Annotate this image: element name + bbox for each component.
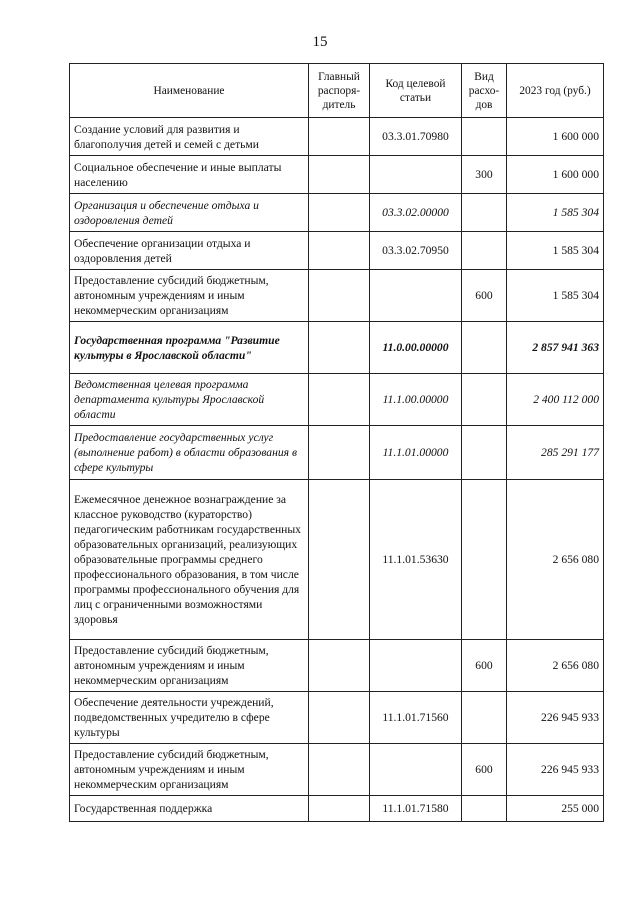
row-admin-cell: [309, 374, 370, 426]
table-row: [70, 426, 604, 480]
table-row: [70, 232, 604, 270]
row-admin-cell: [309, 322, 370, 374]
table-row: [70, 796, 604, 822]
row-name-cell: Предоставление государственных услуг (выполнение работ) в области образования в сфере культуры: [70, 426, 309, 480]
row-amount-cell: 255 000: [507, 796, 604, 822]
header-expense-type: Вид расхо-дов: [462, 64, 507, 118]
row-expense-type-cell: [462, 194, 507, 232]
row-admin-cell: [309, 692, 370, 744]
page-number: 15: [312, 34, 328, 50]
row-expense-type-cell: 600: [462, 744, 507, 796]
row-amount-cell: 2 656 080: [507, 640, 604, 692]
row-admin-cell: [309, 156, 370, 194]
row-admin-cell: [309, 270, 370, 322]
row-code-cell: [370, 744, 462, 796]
row-code-cell: 11.1.01.00000: [370, 426, 462, 480]
table-row: [70, 118, 604, 156]
row-amount-cell: 2 400 112 000: [507, 374, 604, 426]
row-amount-cell: 1 600 000: [507, 156, 604, 194]
row-name-cell: Предоставление субсидий бюджетным, автономным учреждениям и иным некоммерческим организациям: [70, 640, 309, 692]
row-expense-type-cell: [462, 232, 507, 270]
row-admin-cell: [309, 118, 370, 156]
row-name-cell: Государственная поддержка: [70, 796, 309, 822]
row-expense-type-cell: [462, 118, 507, 156]
row-amount-cell: 2 656 080: [507, 480, 604, 640]
row-name-cell: Обеспечение деятельности учреждений, подведомственных учредителю в сфере культуры: [70, 692, 309, 744]
row-name-cell: Создание условий для развития и благополучия детей и семей с детьми: [70, 118, 309, 156]
table-body: [70, 118, 604, 822]
row-name-cell: Обеспечение организации отдыха и оздоровления детей: [70, 232, 309, 270]
row-expense-type-cell: 300: [462, 156, 507, 194]
row-admin-cell: [309, 744, 370, 796]
row-name-cell: Ведомственная целевая программа департамента культуры Ярославской области: [70, 374, 309, 426]
row-name-cell: Государственная программа "Развитие культуры в Ярославской области": [70, 322, 309, 374]
row-expense-type-cell: 600: [462, 270, 507, 322]
row-code-cell: 11.0.00.00000: [370, 322, 462, 374]
row-amount-cell: 226 945 933: [507, 744, 604, 796]
row-admin-cell: [309, 796, 370, 822]
table-header-row: [70, 64, 604, 118]
row-code-cell: [370, 156, 462, 194]
table-row: [70, 640, 604, 692]
row-amount-cell: 285 291 177: [507, 426, 604, 480]
row-code-cell: 11.1.01.71580: [370, 796, 462, 822]
table-row: [70, 692, 604, 744]
row-admin-cell: [309, 640, 370, 692]
row-expense-type-cell: [462, 692, 507, 744]
row-code-cell: 03.3.01.70980: [370, 118, 462, 156]
row-code-cell: 11.1.01.71560: [370, 692, 462, 744]
row-expense-type-cell: [462, 480, 507, 640]
row-expense-type-cell: [462, 426, 507, 480]
row-code-cell: 11.1.01.53630: [370, 480, 462, 640]
row-amount-cell: 1 585 304: [507, 270, 604, 322]
table-row: [70, 322, 604, 374]
row-expense-type-cell: [462, 796, 507, 822]
table-row: [70, 270, 604, 322]
budget-table: [69, 63, 604, 822]
row-code-cell: 03.3.02.00000: [370, 194, 462, 232]
row-amount-cell: 1 600 000: [507, 118, 604, 156]
row-code-cell: [370, 270, 462, 322]
table-row: [70, 744, 604, 796]
row-name-cell: Предоставление субсидий бюджетным, автономным учреждениям и иным некоммерческим организациям: [70, 270, 309, 322]
row-admin-cell: [309, 232, 370, 270]
row-name-cell: Организация и обеспечение отдыха и оздоровления детей: [70, 194, 309, 232]
row-admin-cell: [309, 194, 370, 232]
row-admin-cell: [309, 480, 370, 640]
row-amount-cell: 1 585 304: [507, 194, 604, 232]
table-row: [70, 480, 604, 640]
row-code-cell: 03.3.02.70950: [370, 232, 462, 270]
row-amount-cell: 1 585 304: [507, 232, 604, 270]
row-expense-type-cell: 600: [462, 640, 507, 692]
table-row: [70, 156, 604, 194]
header-admin: Главный распоря-дитель: [309, 64, 370, 118]
row-code-cell: [370, 640, 462, 692]
row-admin-cell: [309, 426, 370, 480]
table-row: [70, 374, 604, 426]
row-amount-cell: 226 945 933: [507, 692, 604, 744]
row-amount-cell: 2 857 941 363: [507, 322, 604, 374]
header-name: Наименование: [70, 64, 309, 118]
row-name-cell: Социальное обеспечение и иные выплаты населению: [70, 156, 309, 194]
header-code: Код целевой статьи: [370, 64, 462, 118]
header-amount: 2023 год (руб.): [507, 64, 604, 118]
row-expense-type-cell: [462, 374, 507, 426]
row-name-cell: Ежемесячное денежное вознаграждение за классное руководство (кураторство) педагогическим работникам государственных образовательных организаций, реализующих образовательные программы среднего профессионального образования, в том числе программы профессионального обучения для лиц с ограниченными возможностями здоровья: [70, 480, 309, 640]
row-name-cell: Предоставление субсидий бюджетным, автономным учреждениям и иным некоммерческим организациям: [70, 744, 309, 796]
row-code-cell: 11.1.00.00000: [370, 374, 462, 426]
row-expense-type-cell: [462, 322, 507, 374]
table-row: [70, 194, 604, 232]
